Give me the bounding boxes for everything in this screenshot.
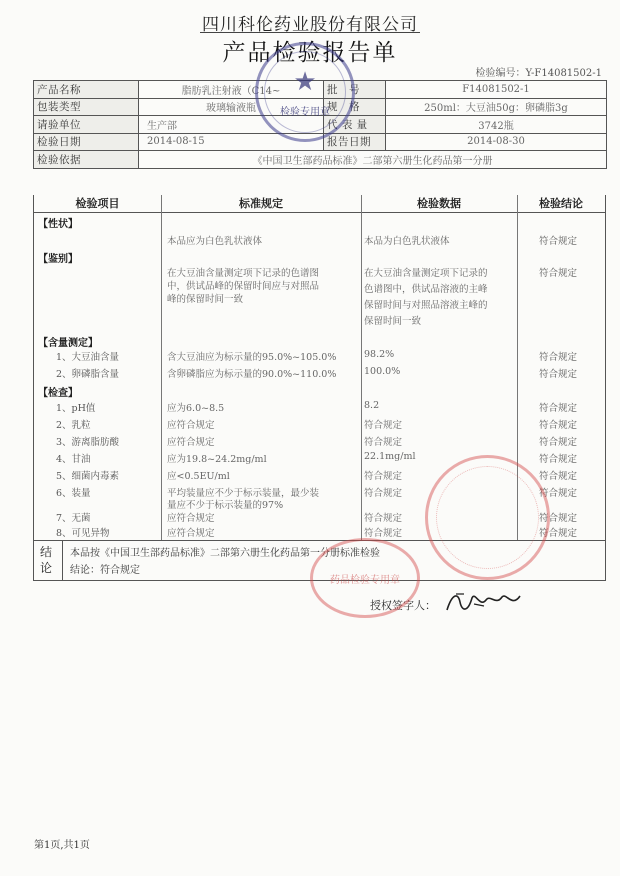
data-cell: 100.0% [364,366,401,377]
data-cell: 符合规定 [364,528,403,539]
handwritten-signature [444,588,524,616]
standard-cell: 应符合规定 [167,420,215,431]
product-name: 脂肪乳注射液（C14~ [139,81,324,99]
conclusion-cell: 符合规定 [539,236,578,247]
company-underline [200,32,420,33]
conclusion-cell: 符合规定 [539,528,578,539]
conclusion-text: 本品按《中国卫生部药品标准》二部第六册生化药品第一分册标准检验 [70,548,380,559]
batch-number: F14081502-1 [386,81,607,99]
item-cell: 6、装量 [56,488,91,499]
standard-cell: 应为6.0~8.5 [167,403,225,414]
sample-label: 代 表 量 [324,116,386,134]
item-cell: 1、大豆油含量 [56,352,120,363]
data-line: 在大豆油含量测定项下记录的 [364,268,488,279]
item-cell: 8、可见异物 [56,528,110,539]
standard-cell: 应符合规定 [167,513,215,524]
inspection-date-label: 检验日期 [34,133,139,151]
conclusion-cell: 符合规定 [539,268,578,279]
conclusion-cell: 符合规定 [539,420,578,431]
report-title: 产品检验报告单 [222,40,398,66]
report-number: 检验编号：Y-F14081502-1 [475,68,602,79]
section-title: 【鉴别】 [38,254,78,265]
item-cell: 5、细菌内毒素 [56,471,120,482]
data-cell: 符合规定 [364,437,403,448]
sample-quantity: 3742瓶 [386,116,607,134]
standard-cell: 含大豆油应为标示量的95.0%~105.0% [167,352,337,363]
conclusion-cell: 符合规定 [539,471,578,482]
product-name-label: 产品名称 [34,81,139,99]
data-cell: 符合规定 [364,513,403,524]
signer-label: 授权签字人： [370,599,436,612]
data-cell: 22.1mg/ml [364,451,416,462]
standard-line: 在大豆油含量测定项下记录的色谱图 [167,268,320,279]
batch-label: 批 号 [324,81,386,99]
specification: 250ml：大豆油50g：卵磷脂3g [386,98,607,116]
inspection-date: 2014-08-15 [139,133,324,151]
standard-line: 中，供试品峰的保留时间应与对照品 [167,281,320,292]
data-line: 色谱图中，供试品溶液的主峰 [364,284,488,295]
conclusion-cell: 符合规定 [539,454,578,465]
data-cell: 符合规定 [364,420,403,431]
report-date: 2014-08-30 [386,133,607,151]
data-cell: 符合规定 [364,488,403,499]
item-cell: 7、无菌 [56,513,91,524]
package-label: 包装类型 [34,98,139,116]
red-company-stamp [425,455,550,580]
conclusion-cell: 符合规定 [539,403,578,414]
stamp-text: 检验专用章 [280,107,330,118]
header-conclusion: 检验结论 [517,195,605,213]
package-type: 玻璃输液瓶 [139,98,324,116]
conclusion-cell: 符合规定 [539,513,578,524]
divider [161,195,162,540]
report-date-label: 报告日期 [324,133,386,151]
conclusion-cell: 符合规定 [539,488,578,499]
standard-cell: 应为19.8~24.2mg/ml [167,454,267,465]
standard-line: 量应不少于标示装量的97% [167,500,284,511]
standard-line: 峰的保留时间一致 [167,294,244,305]
conclusion-cell: 符合规定 [539,369,578,380]
standard-cell: 含卵磷脂应为标示量的90.0%~110.0% [167,369,337,380]
standard-cell: 应符合规定 [167,528,215,539]
data-line: 保留时间与对照品溶液主峰的 [364,300,488,311]
stamp-text: 药品检验专用章 [330,575,400,586]
header-standard: 标准规定 [161,195,361,213]
header-item: 检验项目 [34,195,161,213]
standard-cell: 应<0.5EU/ml [167,471,230,482]
inspection-basis: 《中国卫生部药品标准》二部第六册生化药品第一分册 [139,151,607,169]
section-title: 【含量测定】 [38,338,98,349]
item-cell: 4、甘油 [56,454,91,465]
section-title: 【性状】 [38,219,78,230]
standard-line: 平均装量应不少于标示装量，最少装 [167,488,320,499]
item-cell: 2、卵磷脂含量 [56,369,120,380]
conclusion-cell: 符合规定 [539,352,578,363]
data-cell: 98.2% [364,349,395,360]
basis-label: 检验依据 [34,151,139,169]
conclusion-result: 结论：符合规定 [70,565,140,576]
stamp-ring [436,466,539,569]
conclusion-label: 结论 [40,545,53,575]
star-icon: ★ [293,67,317,97]
company-name: 四川科伦药业股份有限公司 [202,15,418,35]
section-title: 【检查】 [38,388,78,399]
divider [62,541,63,580]
spec-label: 规 格 [324,98,386,116]
blue-inspection-stamp [255,42,355,142]
conclusion-cell: 符合规定 [539,437,578,448]
data-cell: 本品为白色乳状液体 [364,236,450,247]
item-cell: 2、乳粒 [56,420,91,431]
data-cell: 符合规定 [364,471,403,482]
item-cell: 1、pH值 [56,403,96,414]
item-cell: 3、游离脂肪酸 [56,437,120,448]
header-data: 检验数据 [361,195,517,213]
red-inspection-stamp [310,538,420,618]
divider [361,195,362,540]
standard-cell: 应符合规定 [167,437,215,448]
standard-cell: 本品应为白色乳状液体 [167,236,263,247]
requesting-unit: 生产部 [139,116,324,134]
data-line: 保留时间一致 [364,316,422,327]
data-cell: 8.2 [364,400,380,411]
unit-label: 请验单位 [34,116,139,134]
page-indicator: 第1页,共1页 [34,840,90,851]
